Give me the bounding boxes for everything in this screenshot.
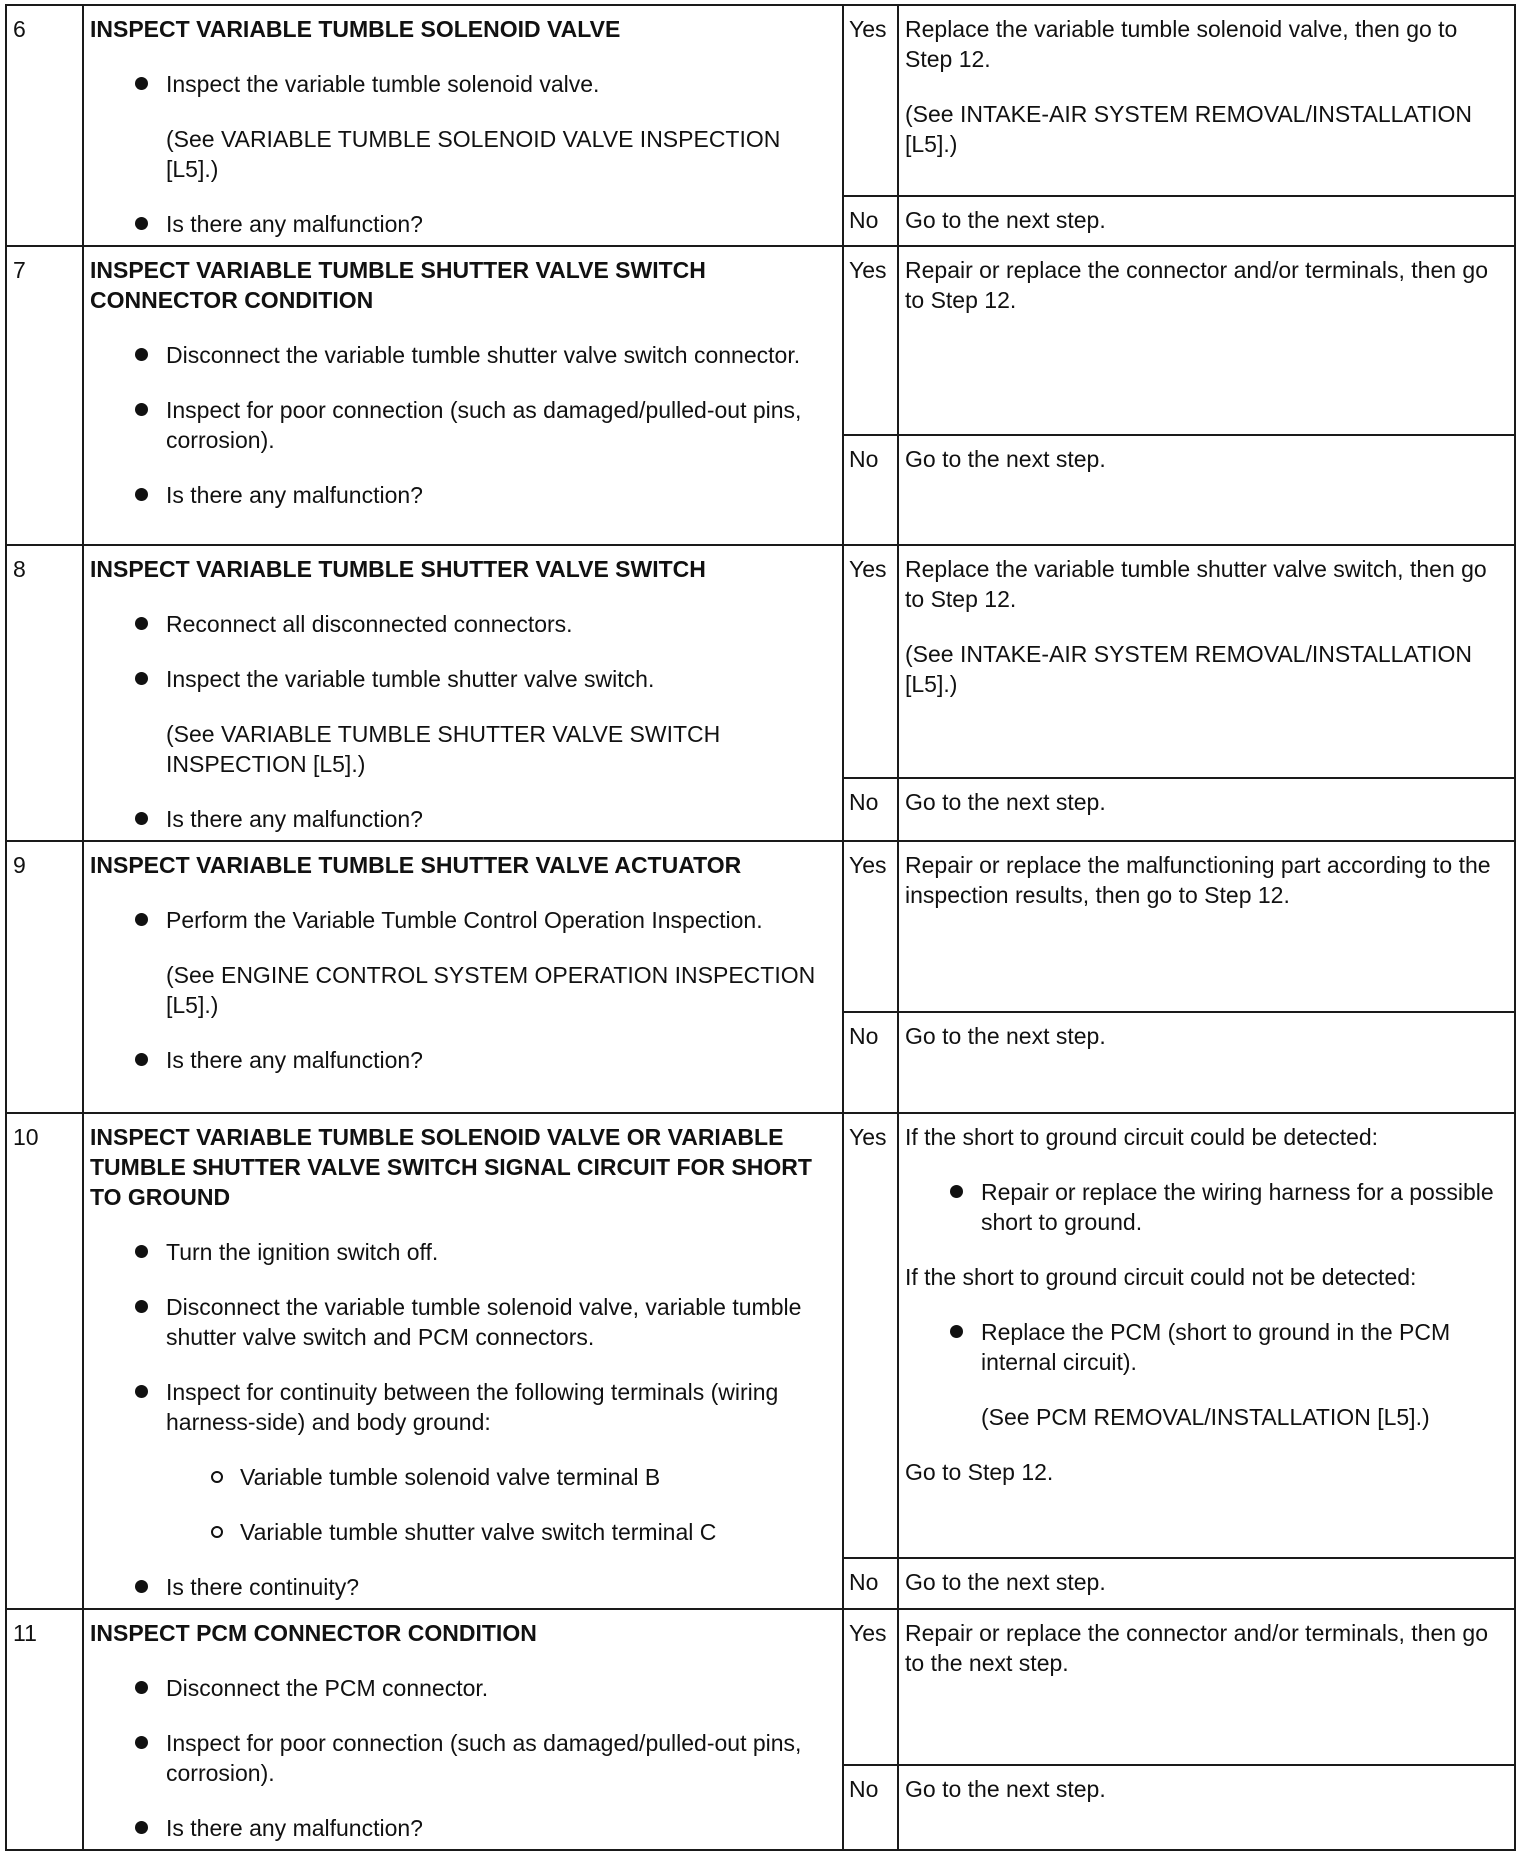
- step-row: [6, 1609, 1515, 1765]
- no-label: No: [843, 196, 898, 246]
- step-title: INSPECT VARIABLE TUMBLE SHUTTER VALVE SWITCH: [90, 556, 706, 582]
- step-number: 10: [6, 1113, 83, 1609]
- step-instructions: [90, 609, 836, 834]
- yes-label: Yes: [843, 1113, 898, 1558]
- step-description: [83, 545, 843, 841]
- yes-label: Yes: [843, 246, 898, 435]
- no-action: Go to the next step.: [898, 1558, 1515, 1609]
- step-number: 8: [6, 545, 83, 841]
- no-action: Go to the next step.: [898, 196, 1515, 246]
- step-number: 11: [6, 1609, 83, 1850]
- step-title: INSPECT VARIABLE TUMBLE SHUTTER VALVE SWITCH CONNECTOR CONDITION: [90, 257, 706, 313]
- action-text: Repair or replace the malfunctioning part according to the inspection results, then go to Step 12.: [905, 852, 1491, 908]
- step-row: [6, 841, 1515, 1012]
- action-text: Replace the variable tumble solenoid valve, then go to Step 12.: [905, 16, 1458, 72]
- yes-label: Yes: [843, 841, 898, 1012]
- yes-action: [898, 841, 1515, 1012]
- step-instructions: [90, 1237, 836, 1602]
- reference-note: (See PCM REMOVAL/INSTALLATION [L5].): [981, 1404, 1430, 1430]
- yes-action: [898, 545, 1515, 778]
- instruction-item: Inspect the variable tumble solenoid valve.: [90, 69, 836, 99]
- action-text: Repair or replace the connector and/or terminals, then go to the next step.: [905, 1620, 1488, 1676]
- step-row: [6, 5, 1515, 196]
- yes-label: Yes: [843, 545, 898, 778]
- reference-note: (See INTAKE-AIR SYSTEM REMOVAL/INSTALLATION [L5].): [905, 101, 1473, 157]
- yes-label: Yes: [843, 5, 898, 196]
- action-list: [905, 1317, 1508, 1377]
- action-text: Replace the variable tumble shutter valve switch, then go to Step 12.: [905, 556, 1487, 612]
- instruction-item: Turn the ignition switch off.: [90, 1237, 836, 1267]
- reference-note: (See INTAKE-AIR SYSTEM REMOVAL/INSTALLATION [L5].): [905, 641, 1473, 697]
- yes-action: [898, 246, 1515, 435]
- step-description: [83, 246, 843, 545]
- step-row: [6, 246, 1515, 435]
- yes-label: Yes: [843, 1609, 898, 1765]
- no-label: No: [843, 778, 898, 841]
- yes-action: [898, 1609, 1515, 1765]
- step-number: 6: [6, 5, 83, 246]
- step-instructions: [90, 905, 836, 1075]
- diagnostic-procedure-table: [5, 4, 1516, 1851]
- no-label: No: [843, 1012, 898, 1113]
- step-description: [83, 5, 843, 246]
- step-number: 9: [6, 841, 83, 1113]
- question-item: Is there any malfunction?: [90, 1813, 836, 1843]
- step-title: INSPECT VARIABLE TUMBLE SOLENOID VALVE OR VARIABLE TUMBLE SHUTTER VALVE SWITCH SIGNAL CIRCUIT FOR SHORT TO GROUND: [90, 1124, 812, 1210]
- step-title: INSPECT VARIABLE TUMBLE SOLENOID VALVE: [90, 16, 621, 42]
- no-label: No: [843, 1558, 898, 1609]
- terminal-item: Variable tumble shutter valve switch terminal C: [90, 1517, 836, 1547]
- terminal-item: Variable tumble solenoid valve terminal B: [90, 1462, 836, 1492]
- yes-action: [898, 5, 1515, 196]
- goto-text: Go to Step 12.: [905, 1459, 1054, 1485]
- instruction-item: Disconnect the variable tumble shutter valve switch connector.: [90, 340, 836, 370]
- step-row: [6, 1113, 1515, 1558]
- reference-note: (See ENGINE CONTROL SYSTEM OPERATION INSPECTION [L5].): [166, 962, 816, 1018]
- instruction-item: Reconnect all disconnected connectors.: [90, 609, 836, 639]
- condition-text: If the short to ground circuit could not be detected:: [905, 1264, 1417, 1290]
- instruction-item: Disconnect the PCM connector.: [90, 1673, 836, 1703]
- question-item: Is there any malfunction?: [90, 480, 836, 510]
- action-text: Repair or replace the connector and/or terminals, then go to Step 12.: [905, 257, 1488, 313]
- question-item: Is there continuity?: [90, 1572, 836, 1602]
- action-list: [905, 1177, 1508, 1237]
- no-label: No: [843, 435, 898, 545]
- action-item: Replace the PCM (short to ground in the PCM internal circuit).: [905, 1317, 1508, 1377]
- condition-text: If the short to ground circuit could be detected:: [905, 1124, 1379, 1150]
- question-item: Is there any malfunction?: [90, 209, 836, 239]
- step-row: [6, 545, 1515, 778]
- step-description: [83, 841, 843, 1113]
- step-number: 7: [6, 246, 83, 545]
- question-item: Is there any malfunction?: [90, 804, 836, 834]
- instruction-item: Inspect for poor connection (such as damaged/pulled-out pins, corrosion).: [90, 1728, 836, 1788]
- instruction-item: Inspect for poor connection (such as damaged/pulled-out pins, corrosion).: [90, 395, 836, 455]
- step-description: [83, 1609, 843, 1850]
- instruction-item: Perform the Variable Tumble Control Operation Inspection.: [90, 905, 836, 935]
- step-description: [83, 1113, 843, 1609]
- question-item: Is there any malfunction?: [90, 1045, 836, 1075]
- step-instructions: [90, 340, 836, 510]
- step-instructions: [90, 1673, 836, 1843]
- no-action: Go to the next step.: [898, 435, 1515, 545]
- reference-note: (See VARIABLE TUMBLE SHUTTER VALVE SWITCH INSPECTION [L5].): [166, 721, 721, 777]
- instruction-item: Disconnect the variable tumble solenoid valve, variable tumble shutter valve switch and PCM connectors.: [90, 1292, 836, 1352]
- no-action: Go to the next step.: [898, 1765, 1515, 1850]
- instruction-item: Inspect the variable tumble shutter valve switch.: [90, 664, 836, 694]
- step-title: INSPECT VARIABLE TUMBLE SHUTTER VALVE ACTUATOR: [90, 852, 742, 878]
- no-action: Go to the next step.: [898, 778, 1515, 841]
- step-instructions: [90, 69, 836, 239]
- no-label: No: [843, 1765, 898, 1850]
- step-title: INSPECT PCM CONNECTOR CONDITION: [90, 1620, 537, 1646]
- action-item: Repair or replace the wiring harness for a possible short to ground.: [905, 1177, 1508, 1237]
- reference-note: (See VARIABLE TUMBLE SOLENOID VALVE INSPECTION [L5].): [166, 126, 781, 182]
- yes-action: [898, 1113, 1515, 1558]
- instruction-item: Inspect for continuity between the following terminals (wiring harness-side) and body ground:: [90, 1377, 836, 1437]
- no-action: Go to the next step.: [898, 1012, 1515, 1113]
